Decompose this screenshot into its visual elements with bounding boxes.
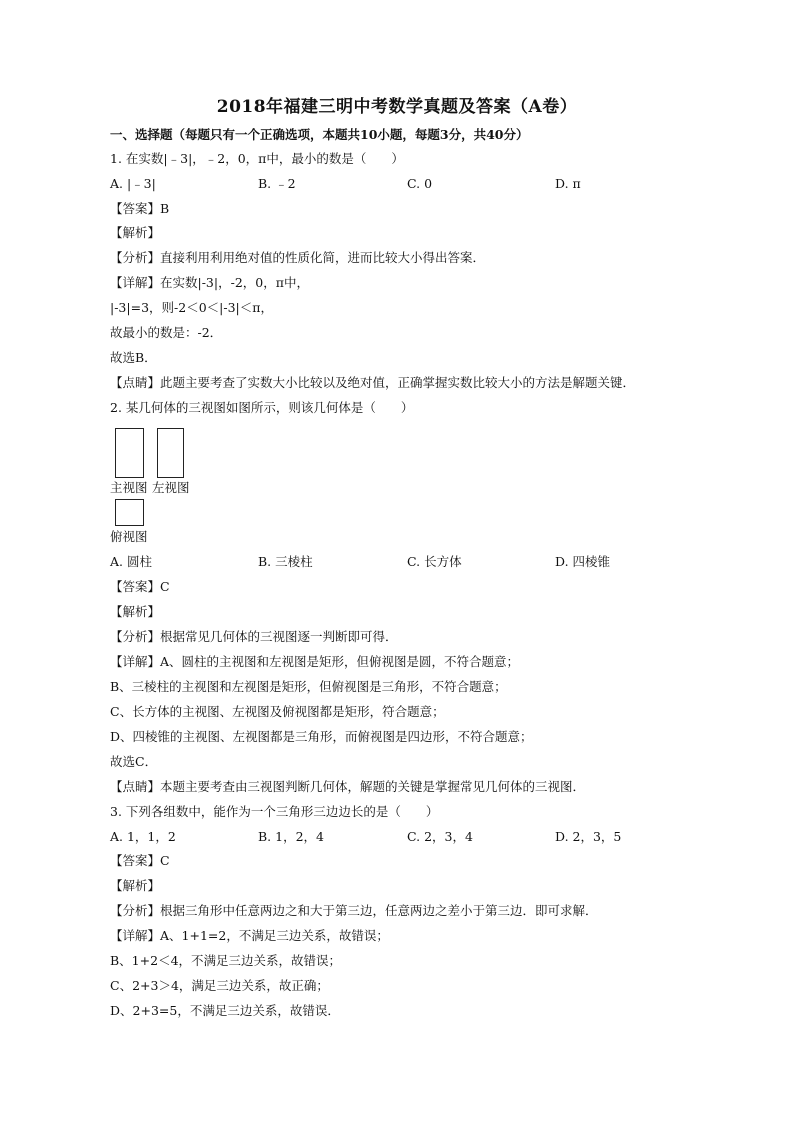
q3-xiangjie-1: 【详解】A、1+1=2，不满足三边关系，故错误； (110, 928, 389, 943)
q1-option-b: B. ﹣2 (258, 176, 296, 191)
q2-xiangjie-4: D、四棱锥的主视图、左视图都是三角形，而俯视图是四边形，不符合题意； (110, 729, 533, 744)
q2-answer: 【答案】C (110, 579, 170, 594)
q2-xiangjie-5: 故选C． (110, 754, 158, 769)
q2-option-b: B. 三棱柱 (258, 554, 313, 569)
front-view-label: 主视图 (110, 480, 148, 495)
q1-xiangjie-4: 故选B． (110, 350, 157, 365)
top-view-rectangle (115, 499, 144, 526)
top-view-label: 俯视图 (110, 529, 148, 544)
q2-xiangjie-1: 【详解】A、圆柱的主视图和左视图是矩形，但俯视图是圆，不符合题意； (110, 654, 520, 669)
q1-jiexi: 【解析】 (110, 225, 161, 240)
q2-option-d: D. 四棱锥 (555, 554, 611, 569)
q3-option-c: C. 2，3，4 (407, 829, 473, 844)
q1-option-c: C. 0 (407, 176, 433, 191)
q1-dianjing: 【点睛】此题主要考查了实数大小比较以及绝对值，正确掌握实数比较大小的方法是解题关键． (110, 375, 636, 390)
q2-stem: 2. 某几何体的三视图如图所示，则该几何体是（ ） (110, 400, 414, 415)
q2-jiexi: 【解析】 (110, 604, 161, 619)
q3-jiexi: 【解析】 (110, 878, 161, 893)
q2-xiangjie-2: B、三棱柱的主视图和左视图是矩形，但俯视图是三角形，不符合题意； (110, 679, 507, 694)
q2-option-a: A. 圆柱 (110, 554, 152, 569)
q3-xiangjie-2: B、1+2＜4，不满足三边关系，故错误； (110, 953, 342, 968)
section-heading: 一、选择题（每题只有一个正确选项，本题共10小题，每题3分，共40分） (110, 127, 529, 142)
q3-fenxi: 【分析】根据三角形中任意两边之和大于第三边，任意两边之差小于第三边．即可求解． (110, 903, 598, 918)
q2-option-c: C. 长方体 (407, 554, 462, 569)
q3-answer: 【答案】C (110, 853, 170, 868)
q3-xiangjie-3: C、2+3＞4，满足三边关系，故正确； (110, 978, 329, 993)
q1-fenxi: 【分析】直接利用利用绝对值的性质化简，进而比较大小得出答案． (110, 250, 486, 265)
q2-dianjing: 【点睛】本题主要考查由三视图判断几何体，解题的关键是掌握常见几何体的三视图． (110, 779, 586, 794)
q2-xiangjie-3: C、长方体的主视图、左视图及俯视图都是矩形，符合题意； (110, 704, 445, 719)
q1-stem: 1. 在实数|﹣3|，﹣2，0，π中，最小的数是（ ） (110, 151, 404, 166)
document-title: 2018年福建三明中考数学真题及答案（A卷） (216, 97, 578, 117)
q1-option-d: D. π (555, 176, 581, 191)
q3-option-b: B. 1，2，4 (258, 829, 324, 844)
q3-option-d: D. 2，3，5 (555, 829, 622, 844)
q2-fenxi: 【分析】根据常见几何体的三视图逐一判断即可得． (110, 629, 398, 644)
q3-option-a: A. 1，1，2 (110, 829, 176, 844)
front-view-rectangle (115, 428, 144, 478)
q3-xiangjie-4: D、2+3=5，不满足三边关系，故错误． (110, 1003, 340, 1018)
q1-xiangjie-2: |-3|=3，则-2＜0＜|-3|＜π， (110, 300, 273, 315)
q1-xiangjie-3: 故最小的数是：-2． (110, 325, 223, 340)
side-view-label: 左视图 (152, 480, 190, 495)
q3-stem: 3. 下列各组数中，能作为一个三角形三边边长的是（ ） (110, 804, 439, 819)
side-view-rectangle (157, 428, 184, 478)
q1-answer: 【答案】B (110, 201, 170, 216)
q1-option-a: A. |﹣3| (110, 176, 156, 191)
q1-xiangjie-1: 【详解】在实数|-3|，-2，0，π中， (110, 275, 309, 290)
